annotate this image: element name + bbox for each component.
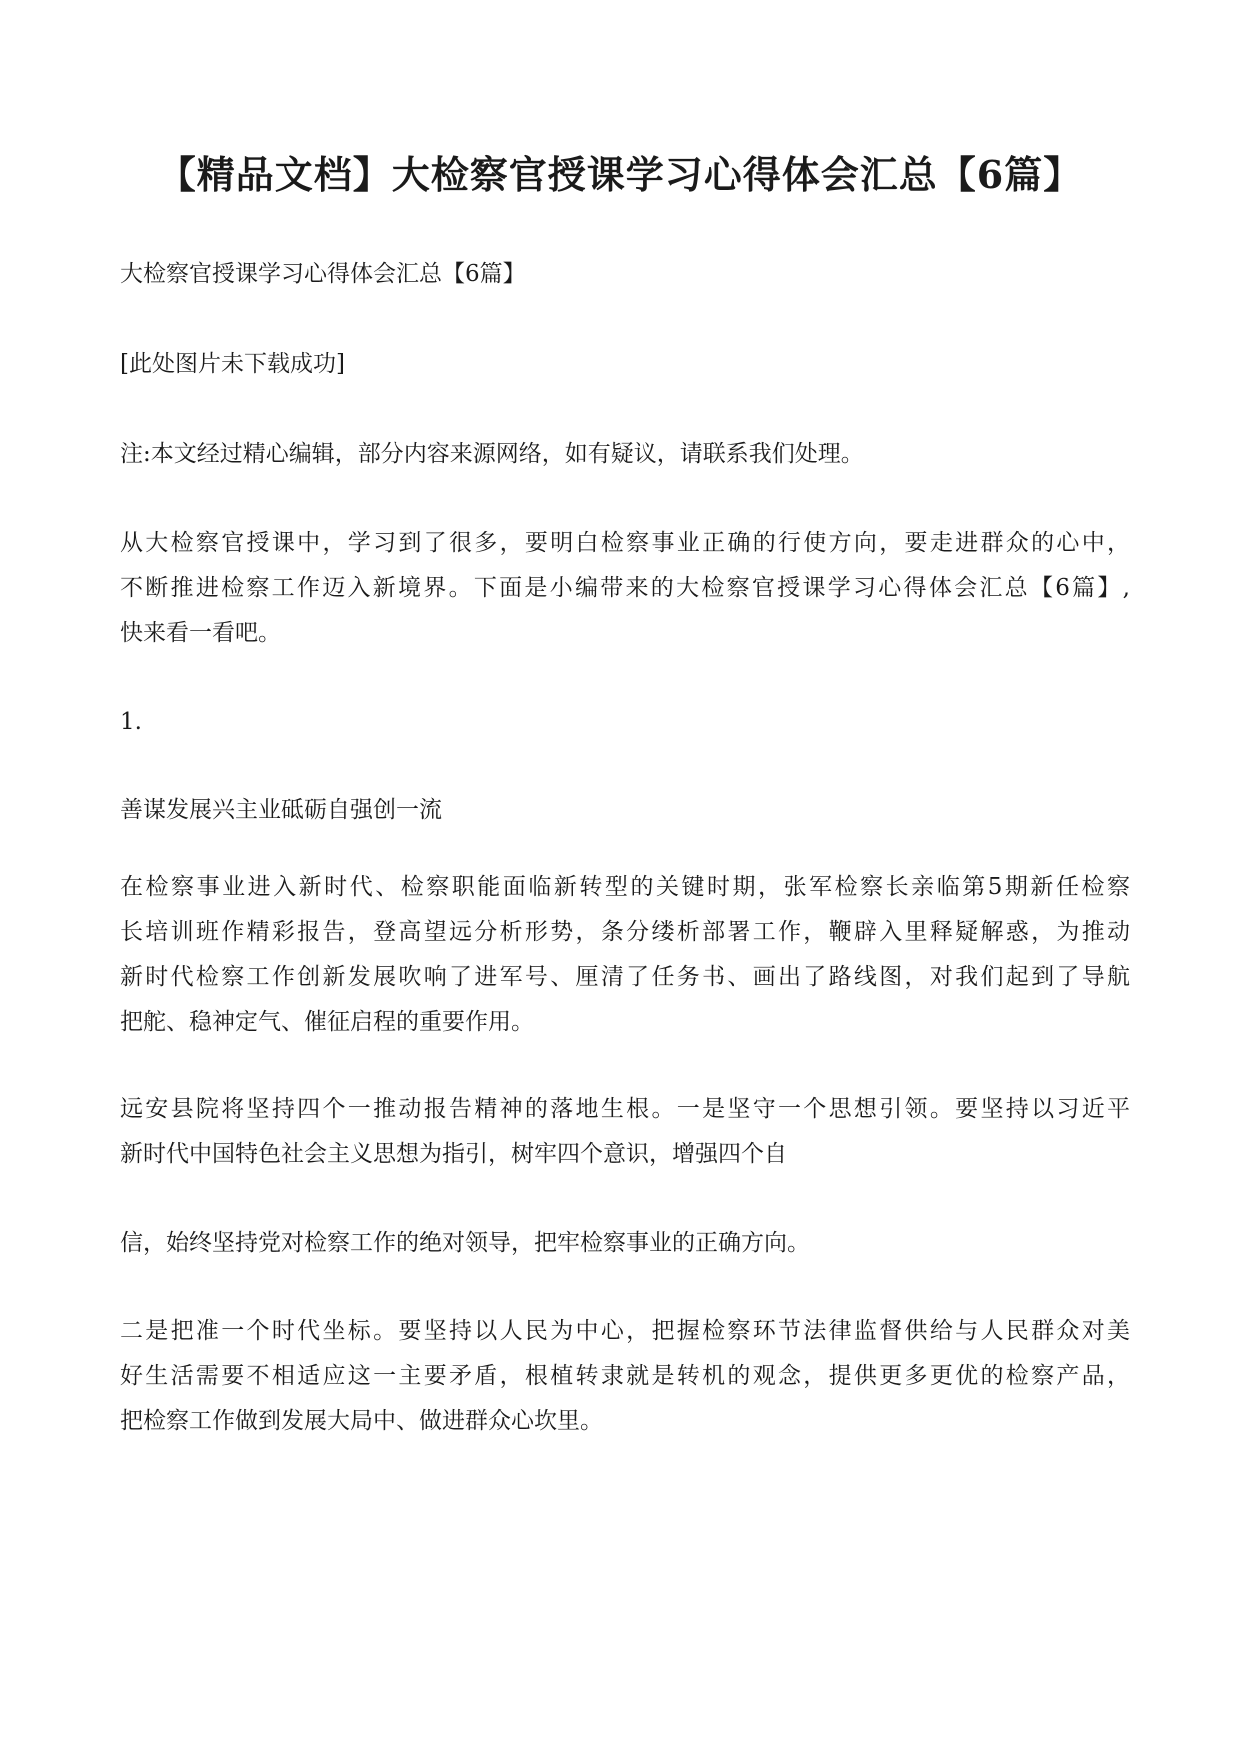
paragraph-line: 长培训班作精彩报告，登高望远分析形势，条分缕析部署工作，鞭辟入里释疑解惑，为推动 bbox=[120, 919, 1130, 945]
editor-note: 注:本文经过精心编辑，部分内容来源网络，如有疑议，请联系我们处理。 bbox=[120, 441, 864, 467]
paragraph-line: 在检察事业进入新时代、检察职能面临新转型的关键时期，张军检察长亲临第5期新任检察 bbox=[120, 874, 1130, 900]
paragraph-line: 好生活需要不相适应这一主要矛盾，根植转隶就是转机的观念，提供更多更优的检察产品， bbox=[120, 1363, 1130, 1389]
paragraph-line: 把舵、稳神定气、催征启程的重要作用。 bbox=[120, 1009, 534, 1035]
section-number: 1. bbox=[120, 709, 142, 735]
subtitle: 大检察官授课学习心得体会汇总【6篇】 bbox=[120, 261, 526, 287]
image-placeholder: [此处图片未下载成功] bbox=[120, 351, 345, 377]
document-title: 【精品文档】大检察官授课学习心得体会汇总【6篇】 bbox=[157, 152, 1083, 197]
intro-line: 从大检察官授课中，学习到了很多，要明白检察事业正确的行使方向，要走进群众的心中， bbox=[120, 530, 1130, 556]
body-paragraph-1 bbox=[120, 865, 1130, 1045]
paragraph-line: 新时代中国特色社会主义思想为指引，树牢四个意识，增强四个自 bbox=[120, 1141, 787, 1167]
body-paragraph-3 bbox=[120, 1221, 1130, 1266]
body-paragraph-2 bbox=[120, 1087, 1130, 1177]
paragraph-line: 远安县院将坚持四个一推动报告精神的落地生根。一是坚守一个思想引领。要坚持以习近平 bbox=[120, 1096, 1130, 1122]
paragraph-line: 新时代检察工作创新发展吹响了进军号、厘清了任务书、画出了路线图，对我们起到了导航 bbox=[120, 964, 1130, 990]
section-heading: 善谋发展兴主业砥砺自强创一流 bbox=[120, 797, 442, 823]
paragraph-line: 信，始终坚持党对检察工作的绝对领导，把牢检察事业的正确方向。 bbox=[120, 1230, 810, 1256]
intro-line: 快来看一看吧。 bbox=[120, 620, 281, 646]
intro-paragraph bbox=[120, 521, 1130, 656]
paragraph-line: 把检察工作做到发展大局中、做进群众心坎里。 bbox=[120, 1408, 603, 1434]
paragraph-line: 二是把准一个时代坐标。要坚持以人民为中心，把握检察环节法律监督供给与人民群众对美 bbox=[120, 1318, 1130, 1344]
intro-line: 不断推进检察工作迈入新境界。下面是小编带来的大检察官授课学习心得体会汇总【6篇】, bbox=[120, 575, 1130, 601]
body-paragraph-4 bbox=[120, 1309, 1130, 1444]
